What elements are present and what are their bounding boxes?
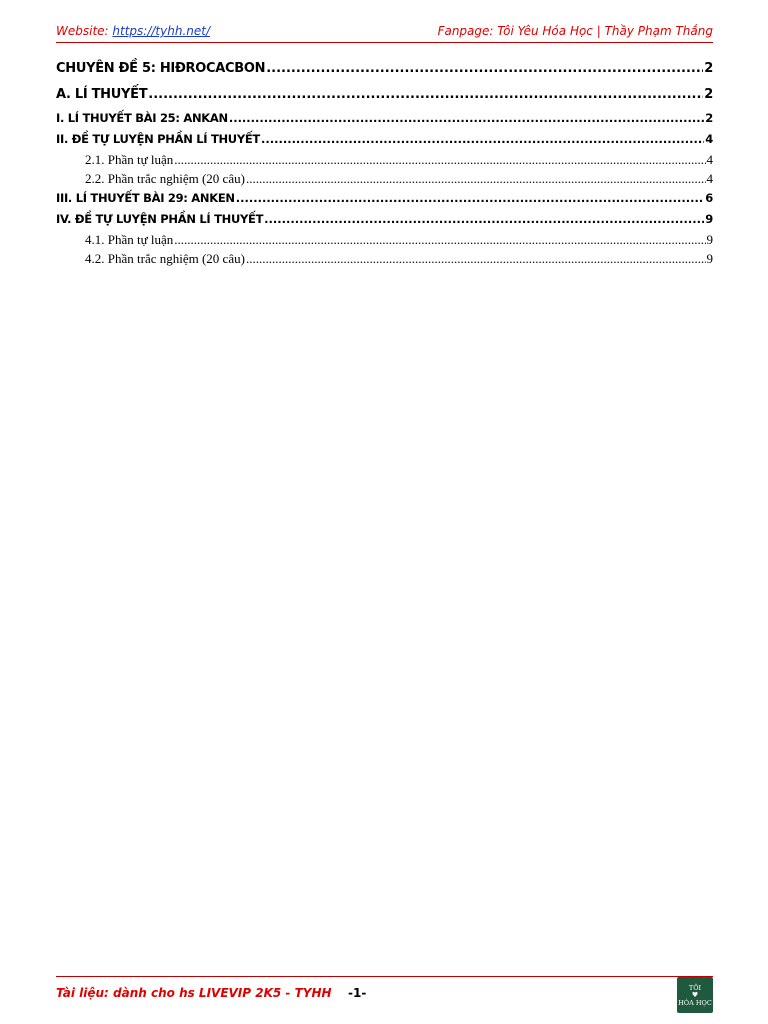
toc-leader-dots bbox=[261, 129, 704, 150]
toc-leader-dots bbox=[264, 209, 704, 230]
toc-leader-dots bbox=[174, 230, 705, 249]
page-header bbox=[56, 22, 713, 43]
toc-entry-label: III. LÍ THUYẾT BÀI 29: ANKEN bbox=[56, 191, 235, 205]
toc-entry-page: 9 bbox=[706, 251, 713, 266]
tyhh-logo bbox=[677, 977, 713, 1013]
website-link[interactable]: https://tyhh.net/ bbox=[112, 24, 210, 38]
table-of-contents bbox=[56, 56, 713, 268]
toc-entry[interactable] bbox=[56, 129, 713, 150]
toc-entry-page: 9 bbox=[705, 212, 713, 226]
toc-entry[interactable] bbox=[56, 56, 713, 82]
logo-text-bottom: HÓA HỌC bbox=[678, 998, 712, 1007]
toc-entry[interactable] bbox=[56, 108, 713, 129]
toc-entry-label: 4.1. Phần tự luận bbox=[85, 232, 174, 247]
document-note: Tài liệu: dành cho hs LIVEVIP 2K5 - TYHH bbox=[56, 986, 332, 1000]
website-info bbox=[56, 24, 210, 38]
toc-entry-page: 4 bbox=[705, 132, 713, 146]
toc-entry[interactable] bbox=[56, 188, 713, 209]
toc-leader-dots bbox=[174, 150, 705, 169]
toc-leader-dots bbox=[229, 108, 704, 129]
logo-text-top: TÔI bbox=[688, 983, 702, 992]
toc-leader-dots bbox=[246, 169, 706, 188]
toc-leader-dots bbox=[246, 249, 706, 268]
toc-entry-page: 6 bbox=[705, 191, 713, 205]
toc-entry-label: 2.1. Phần tự luận bbox=[85, 152, 174, 167]
toc-leader-dots bbox=[266, 56, 703, 82]
toc-entry-label: IV. ĐỀ TỰ LUYỆN PHẦN LÍ THUYẾT bbox=[56, 212, 264, 226]
toc-entry[interactable] bbox=[56, 209, 713, 230]
toc-entry-page: 9 bbox=[706, 232, 713, 247]
toc-entry-page: 4 bbox=[706, 152, 713, 167]
toc-entry[interactable] bbox=[56, 82, 713, 108]
toc-entry-page: 2 bbox=[704, 61, 713, 76]
page-number: -1- bbox=[348, 986, 367, 1000]
toc-entry[interactable] bbox=[56, 230, 713, 249]
website-label: Website: bbox=[56, 24, 113, 38]
toc-entry-label: 4.2. Phần trắc nghiệm (20 câu) bbox=[85, 251, 245, 266]
page-footer bbox=[56, 976, 713, 1013]
heart-icon: ♥ bbox=[691, 990, 699, 999]
toc-entry-label: 2.2. Phần trắc nghiệm (20 câu) bbox=[85, 171, 245, 186]
toc-entry[interactable] bbox=[56, 249, 713, 268]
toc-entry-label: I. LÍ THUYẾT BÀI 25: ANKAN bbox=[56, 111, 228, 125]
toc-leader-dots bbox=[148, 82, 703, 108]
toc-entry-label: II. ĐỀ TỰ LUYỆN PHẦN LÍ THUYẾT bbox=[56, 132, 260, 146]
toc-entry-page: 4 bbox=[706, 171, 713, 186]
toc-entry-page: 2 bbox=[704, 87, 713, 102]
toc-entry-page: 2 bbox=[705, 111, 713, 125]
toc-entry-label: A. LÍ THUYẾT bbox=[56, 87, 148, 102]
fanpage-info: Fanpage: Tôi Yêu Hóa Học | Thầy Phạm Thắng bbox=[437, 24, 713, 38]
toc-leader-dots bbox=[236, 188, 705, 209]
toc-entry[interactable] bbox=[56, 169, 713, 188]
toc-entry-label: CHUYÊN ĐỀ 5: HIĐROCACBON bbox=[56, 61, 266, 76]
toc-entry[interactable] bbox=[56, 150, 713, 169]
